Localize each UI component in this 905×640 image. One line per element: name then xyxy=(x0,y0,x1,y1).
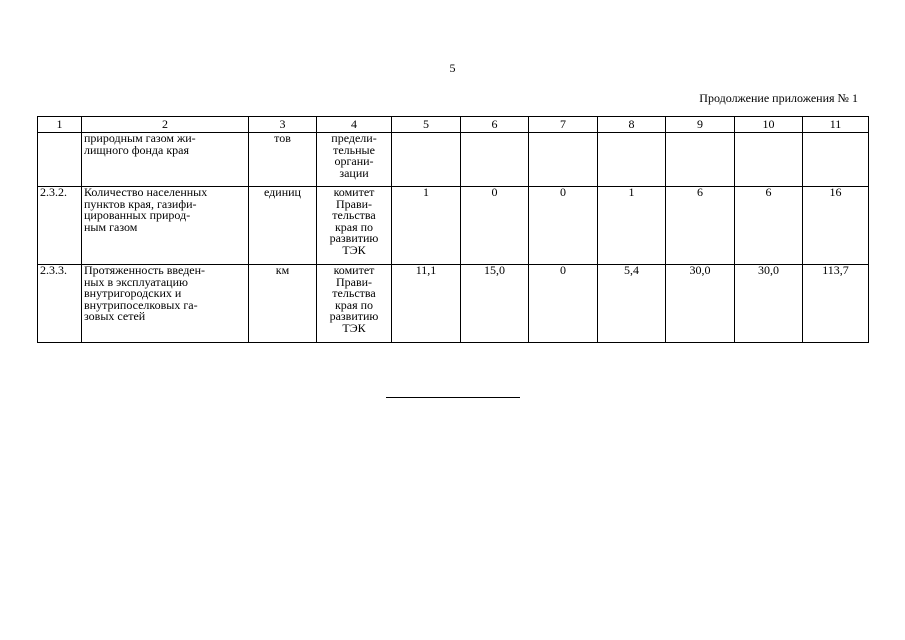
table-row xyxy=(38,187,869,265)
column-header: 11 xyxy=(803,117,869,133)
column-header: 7 xyxy=(529,117,598,133)
value-cell: 16 xyxy=(803,187,869,265)
column-header: 6 xyxy=(461,117,529,133)
organization-text: предели- тельные органи- зации xyxy=(331,132,377,180)
page-number: 5 xyxy=(449,61,456,75)
table-header-row xyxy=(38,117,869,133)
value-cell xyxy=(666,133,735,187)
value-cell: 0 xyxy=(529,187,598,265)
value-cell: 0 xyxy=(529,265,598,343)
indicator-name-text: природным газом жи- лищного фонда края xyxy=(84,132,196,157)
organization-text: комитет Прави- тельства края по развитию ТЭК xyxy=(329,186,379,257)
value-cell: 0 xyxy=(461,187,529,265)
indicator-name-text: Количество населенных пунктов края, газифи- цированных природ- ным газом xyxy=(84,186,208,234)
column-header: 4 xyxy=(317,117,392,133)
value-cell: 11,1 xyxy=(392,265,461,343)
value-cell: 1 xyxy=(598,187,666,265)
value-cell: 5,4 xyxy=(598,265,666,343)
column-header: 1 xyxy=(38,117,82,133)
organization-cell xyxy=(317,265,392,343)
column-header: 9 xyxy=(666,117,735,133)
value-cell: 30,0 xyxy=(666,265,735,343)
unit-cell: тов xyxy=(249,133,317,187)
unit-cell: км xyxy=(249,265,317,343)
value-cell: 113,7 xyxy=(803,265,869,343)
value-cell xyxy=(392,133,461,187)
footer-divider xyxy=(386,397,520,398)
table-row xyxy=(38,265,869,343)
indicators-table xyxy=(37,116,869,343)
column-header: 10 xyxy=(735,117,803,133)
value-cell: 15,0 xyxy=(461,265,529,343)
organization-cell xyxy=(317,133,392,187)
column-header: 8 xyxy=(598,117,666,133)
table-row xyxy=(38,133,869,187)
value-cell xyxy=(461,133,529,187)
organization-cell xyxy=(317,187,392,265)
row-number: 2.3.3. xyxy=(38,265,82,343)
column-header: 2 xyxy=(82,117,249,133)
organization-text: комитет Прави- тельства края по развитию ТЭК xyxy=(329,264,379,335)
value-cell xyxy=(735,133,803,187)
value-cell: 1 xyxy=(392,187,461,265)
indicator-name-text: Протяженность введен- ных в эксплуатацию внутригородских и внутрипоселковых га- зовых сетей xyxy=(84,264,206,323)
value-cell xyxy=(529,133,598,187)
value-cell xyxy=(803,133,869,187)
unit-cell: единиц xyxy=(249,187,317,265)
column-header: 3 xyxy=(249,117,317,133)
value-cell: 30,0 xyxy=(735,265,803,343)
continuation-label: Продолжение приложения № 1 xyxy=(699,91,858,105)
indicator-name xyxy=(82,187,249,265)
indicator-name xyxy=(82,133,249,187)
value-cell: 6 xyxy=(735,187,803,265)
value-cell: 6 xyxy=(666,187,735,265)
indicator-name xyxy=(82,265,249,343)
column-header: 5 xyxy=(392,117,461,133)
row-number: 2.3.2. xyxy=(38,187,82,265)
value-cell xyxy=(598,133,666,187)
row-number xyxy=(38,133,82,187)
